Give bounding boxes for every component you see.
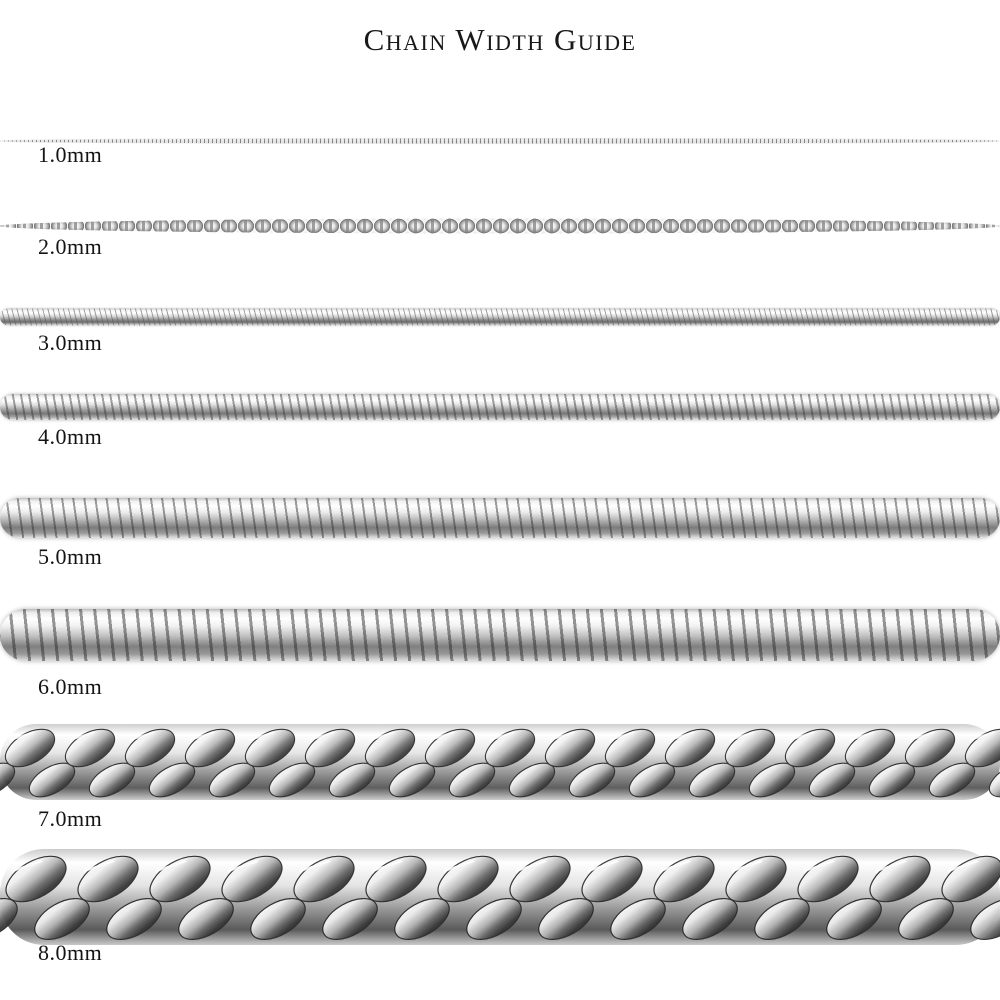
chain-row [0,286,1000,348]
chain-label-6-0mm: 6.0mm [38,674,103,699]
chain-graphic-5-0mm [0,478,1000,558]
chain-strand [0,139,1000,144]
chain-label-1-0mm: 1.0mm [38,142,103,167]
chain-row [0,372,1000,442]
chain-row [0,714,1000,810]
chain-row [0,112,1000,170]
chain-graphic-7-0mm [0,714,1000,810]
chain-label-3-0mm: 3.0mm [38,330,103,355]
chain-label-5-0mm: 5.0mm [38,544,103,569]
chain-row [0,592,1000,678]
chain-graphic-3-0mm [0,286,1000,348]
chain-label-4-0mm: 4.0mm [38,424,103,449]
chain-strand [0,498,1000,538]
chain-graphic-4-0mm [0,372,1000,442]
chain-row [0,196,1000,256]
chain-row [0,478,1000,558]
chain-graphic-6-0mm [0,592,1000,678]
page-title: Chain Width Guide [363,22,637,57]
chain-label-8-0mm: 8.0mm [38,940,103,965]
chain-strand [0,219,1000,234]
chain-strand [0,309,1000,326]
chain-label-7-0mm: 7.0mm [38,806,103,831]
chain-strand [0,609,1000,661]
chain-strand [0,394,1000,420]
chain-strand [0,718,1000,806]
chain-row [0,844,1000,950]
chain-graphic-1-0mm [0,112,1000,170]
chain-label-2-0mm: 2.0mm [38,234,103,259]
chain-graphic-8-0mm [0,844,1000,950]
chain-strand [0,845,1000,949]
chain-graphic-2-0mm [0,196,1000,256]
